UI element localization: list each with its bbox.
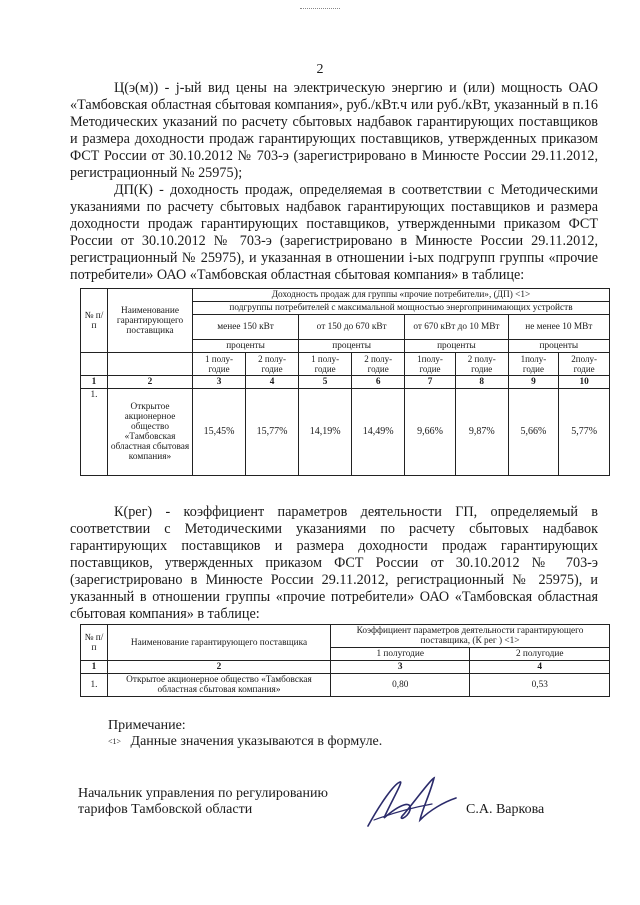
percent-header: проценты xyxy=(193,340,299,353)
group-header: Доходность продаж для группы «прочие потребители», (ДП) <1> xyxy=(193,289,610,302)
index-cell: 2 xyxy=(108,661,331,674)
range-header: от 150 до 670 кВт xyxy=(299,315,405,340)
profitability-table xyxy=(80,288,610,476)
table-row xyxy=(81,674,610,697)
scan-mark xyxy=(300,8,340,11)
half-header: 1 полу-годие xyxy=(299,353,352,376)
index-cell: 3 xyxy=(193,376,246,389)
half-header: 2полу-годие xyxy=(559,353,610,376)
percent-header: проценты xyxy=(405,340,508,353)
col-name-header: Наименование гарантирующего поставщика xyxy=(108,625,331,661)
range-header: менее 150 кВт xyxy=(193,315,299,340)
index-cell: 4 xyxy=(246,376,299,389)
value-cell: 0,80 xyxy=(331,674,470,697)
signatory-position: Начальник управления по регулированию тарифов Тамбовской области xyxy=(78,786,328,817)
index-cell: 7 xyxy=(405,376,456,389)
value-cell: 15,77% xyxy=(246,389,299,476)
paragraph-coefficient: К(рег) - коэффициент параметров деятельности ГП, определяемый в соответствии с Методическими указаниями по расчету сбытовых надбавок гарантирующих поставщиков и размера доходности продаж гарантирующих поставщиков, утвержденных приказом ФСТ России от 30.10.2012 № 703-э (зарегистрировано в Минюсте России 29.11.2012, регистрационный № 25975), и указанный в отношении группы «прочие потребители» ОАО «Тамбовская областная сбытовая компания» в таблице: xyxy=(70,504,598,622)
value-cell: 14,49% xyxy=(352,389,405,476)
note-marker: <1> xyxy=(108,737,122,746)
handwritten-signature xyxy=(360,774,465,834)
table-row xyxy=(81,389,610,476)
paragraph-price: Ц(э(м)) - j-ый вид цены на электрическую энергию и (или) мощность ОАО «Тамбовская областная сбытовая компания», руб./кВт.ч или руб./кВт, указанный в п.16 Методических указаний по расчету сбытовых надбавок гарантирующих поставщиков и размера доходности продаж гарантирующих поставщиков, утвержденных приказом ФСТ России от 30.10.2012 № 703-э (зарегистрировано в Минюсте России 29.11.2012, регистрационный № 25975); xyxy=(70,80,598,181)
signatory-name: С.А. Варкова xyxy=(466,802,545,817)
value-cell: 15,45% xyxy=(193,389,246,476)
row-num: 1. xyxy=(81,389,108,476)
blank-cell xyxy=(108,353,193,376)
half-header: 1полу-годие xyxy=(508,353,559,376)
blank-cell xyxy=(81,353,108,376)
index-cell: 9 xyxy=(508,376,559,389)
subgroup-header: подгруппы потребителей с максимальной мощностью энергопринимающих устройств xyxy=(193,302,610,315)
percent-header: проценты xyxy=(508,340,609,353)
half-header: 1 полугодие xyxy=(331,648,470,661)
value-cell: 5,77% xyxy=(559,389,610,476)
paragraph-profitability: ДП(К) - доходность продаж, определяемая в соответствии с Методическими указаниями по расчету сбытовых надбавок гарантирующих поставщиков и размера доходности продаж гарантирующих поставщиков, утвержденными приказом ФСТ России от 30.10.2012 № 703-э (зарегистрировано в Минюсте России 29.11.2012, регистрационный № 25975), и указанная в отношении i-ых подгрупп группы «прочие потребители» ОАО «Тамбовская областная сбытовая компания» в таблице: xyxy=(70,182,598,283)
value-cell: 14,19% xyxy=(299,389,352,476)
value-cell: 0,53 xyxy=(470,674,610,697)
index-cell: 10 xyxy=(559,376,610,389)
note-text: Данные значения указываются в формуле. xyxy=(130,734,383,749)
index-cell: 1 xyxy=(81,376,108,389)
note-block xyxy=(108,718,382,750)
half-header: 2 полу-годие xyxy=(455,353,508,376)
coefficient-table xyxy=(80,624,610,697)
range-header: не менее 10 МВт xyxy=(508,315,609,340)
index-cell: 1 xyxy=(81,661,108,674)
value-cell: 9,87% xyxy=(455,389,508,476)
index-cell: 2 xyxy=(108,376,193,389)
row-name: Открытое акционерное общество «Тамбовская областная сбытовая компания» xyxy=(108,389,193,476)
col-num-header: № п/п xyxy=(81,289,108,353)
index-cell: 5 xyxy=(299,376,352,389)
half-header: 2 полугодие xyxy=(470,648,610,661)
note-title: Примечание: xyxy=(108,718,186,733)
half-header: 1 полу-годие xyxy=(193,353,246,376)
col-name-header: Наименование гарантирующего поставщика xyxy=(108,289,193,353)
index-cell: 4 xyxy=(470,661,610,674)
half-header: 1полу-годие xyxy=(405,353,456,376)
index-cell: 6 xyxy=(352,376,405,389)
value-cell: 5,66% xyxy=(508,389,559,476)
half-header: 2 полу-годие xyxy=(246,353,299,376)
index-cell: 3 xyxy=(331,661,470,674)
range-header: от 670 кВт до 10 МВт xyxy=(405,315,508,340)
percent-header: проценты xyxy=(299,340,405,353)
coef-header: Коэффициент параметров деятельности гарантирующего поставщика, (К рег ) <1> xyxy=(331,625,610,648)
half-header: 2 полу-годие xyxy=(352,353,405,376)
col-num-header: № п/п xyxy=(81,625,108,661)
index-cell: 8 xyxy=(455,376,508,389)
row-name: Открытое акционерное общество «Тамбовская областная сбытовая компания» xyxy=(108,674,331,697)
page-number: 2 xyxy=(316,62,324,77)
value-cell: 9,66% xyxy=(405,389,456,476)
row-num: 1. xyxy=(81,674,108,697)
